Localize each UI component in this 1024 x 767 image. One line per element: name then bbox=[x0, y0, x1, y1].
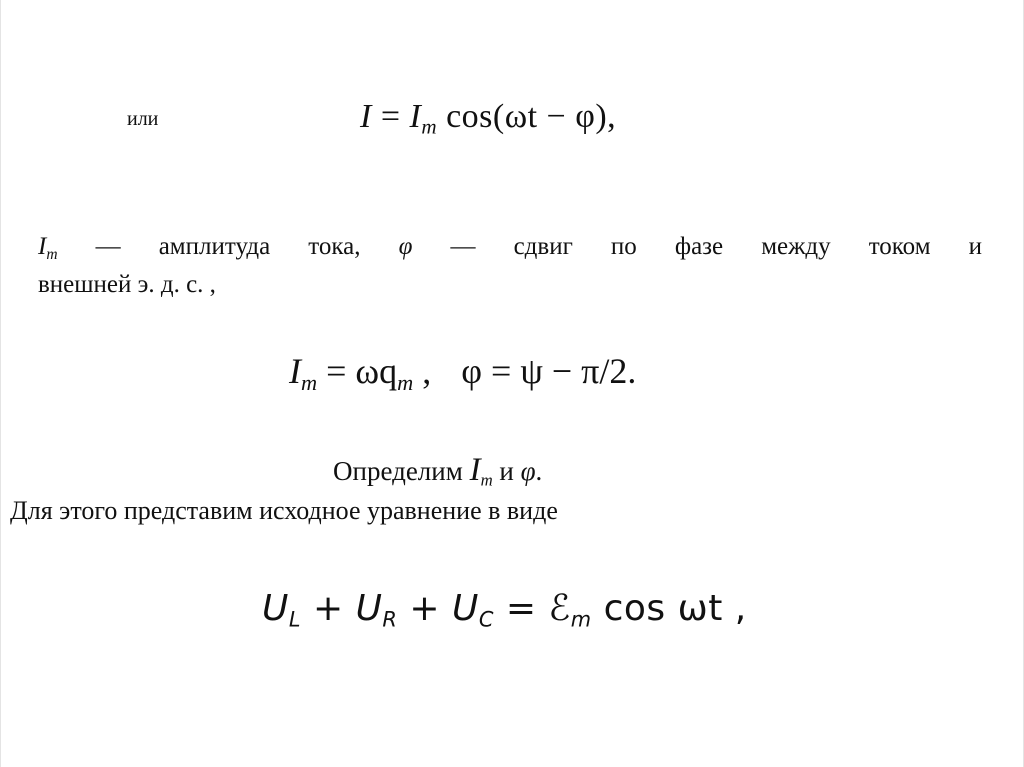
define-sym-i-sub: m bbox=[480, 470, 493, 490]
paragraph-line-2: внешней э. д. с. , bbox=[38, 271, 216, 298]
eq2-q-sub: m bbox=[397, 370, 414, 396]
eq2-mid: = ωq bbox=[317, 351, 398, 391]
eq2-comma: , bbox=[413, 351, 432, 391]
define-sym-i: I bbox=[469, 452, 481, 488]
eq1-equals: = bbox=[371, 98, 410, 135]
eq3-tail: cos ωt , bbox=[591, 588, 747, 629]
eq3-plus-1: + bbox=[301, 588, 356, 629]
eq3-uc-sub: C bbox=[478, 607, 494, 632]
eq1-amplitude: I bbox=[409, 98, 422, 135]
or-word: или bbox=[127, 108, 159, 130]
eq3-ul: U bbox=[262, 588, 289, 629]
eq2-sym-i: I bbox=[289, 351, 301, 391]
eq2-sym-i-sub: m bbox=[301, 370, 318, 396]
eq1-lhs: I bbox=[360, 98, 372, 135]
eq3-emf: ℰ bbox=[548, 588, 571, 629]
define-word: Определим bbox=[333, 456, 470, 486]
eq1-amplitude-sub: m bbox=[421, 114, 438, 139]
define-line bbox=[333, 452, 542, 489]
amplitude-phase-equation bbox=[289, 350, 637, 396]
eq3-ul-sub: L bbox=[288, 607, 301, 632]
define-phi: φ bbox=[520, 456, 536, 486]
define-and: и bbox=[492, 456, 521, 486]
voltage-sum-equation bbox=[262, 588, 747, 632]
represent-line: Для этого представим исходное уравнение в виде bbox=[10, 496, 558, 525]
eq3-equals: = bbox=[493, 588, 549, 629]
eq2-phase: φ = ψ − π/2. bbox=[461, 351, 637, 391]
slide-left-border bbox=[0, 0, 1, 767]
para-text-2: — сдвиг по фазе между током и bbox=[412, 233, 982, 260]
eq3-plus-2: + bbox=[397, 588, 452, 629]
eq3-emf-sub: m bbox=[570, 607, 592, 632]
para-sym-i: I bbox=[38, 233, 47, 260]
eq3-uc: U bbox=[452, 588, 479, 629]
eq3-ur: U bbox=[355, 588, 383, 629]
current-equation bbox=[360, 98, 617, 139]
para-sym-phi: φ bbox=[398, 233, 413, 260]
eq1-tail: cos(ωt − φ), bbox=[437, 98, 617, 135]
eq3-ur-sub: R bbox=[382, 607, 398, 632]
para-sym-i-sub: m bbox=[46, 245, 58, 263]
define-end: . bbox=[535, 456, 543, 486]
paragraph-line-1 bbox=[38, 228, 982, 266]
definition-paragraph bbox=[38, 228, 982, 304]
para-text-1: — амплитуда тока, bbox=[57, 233, 399, 260]
